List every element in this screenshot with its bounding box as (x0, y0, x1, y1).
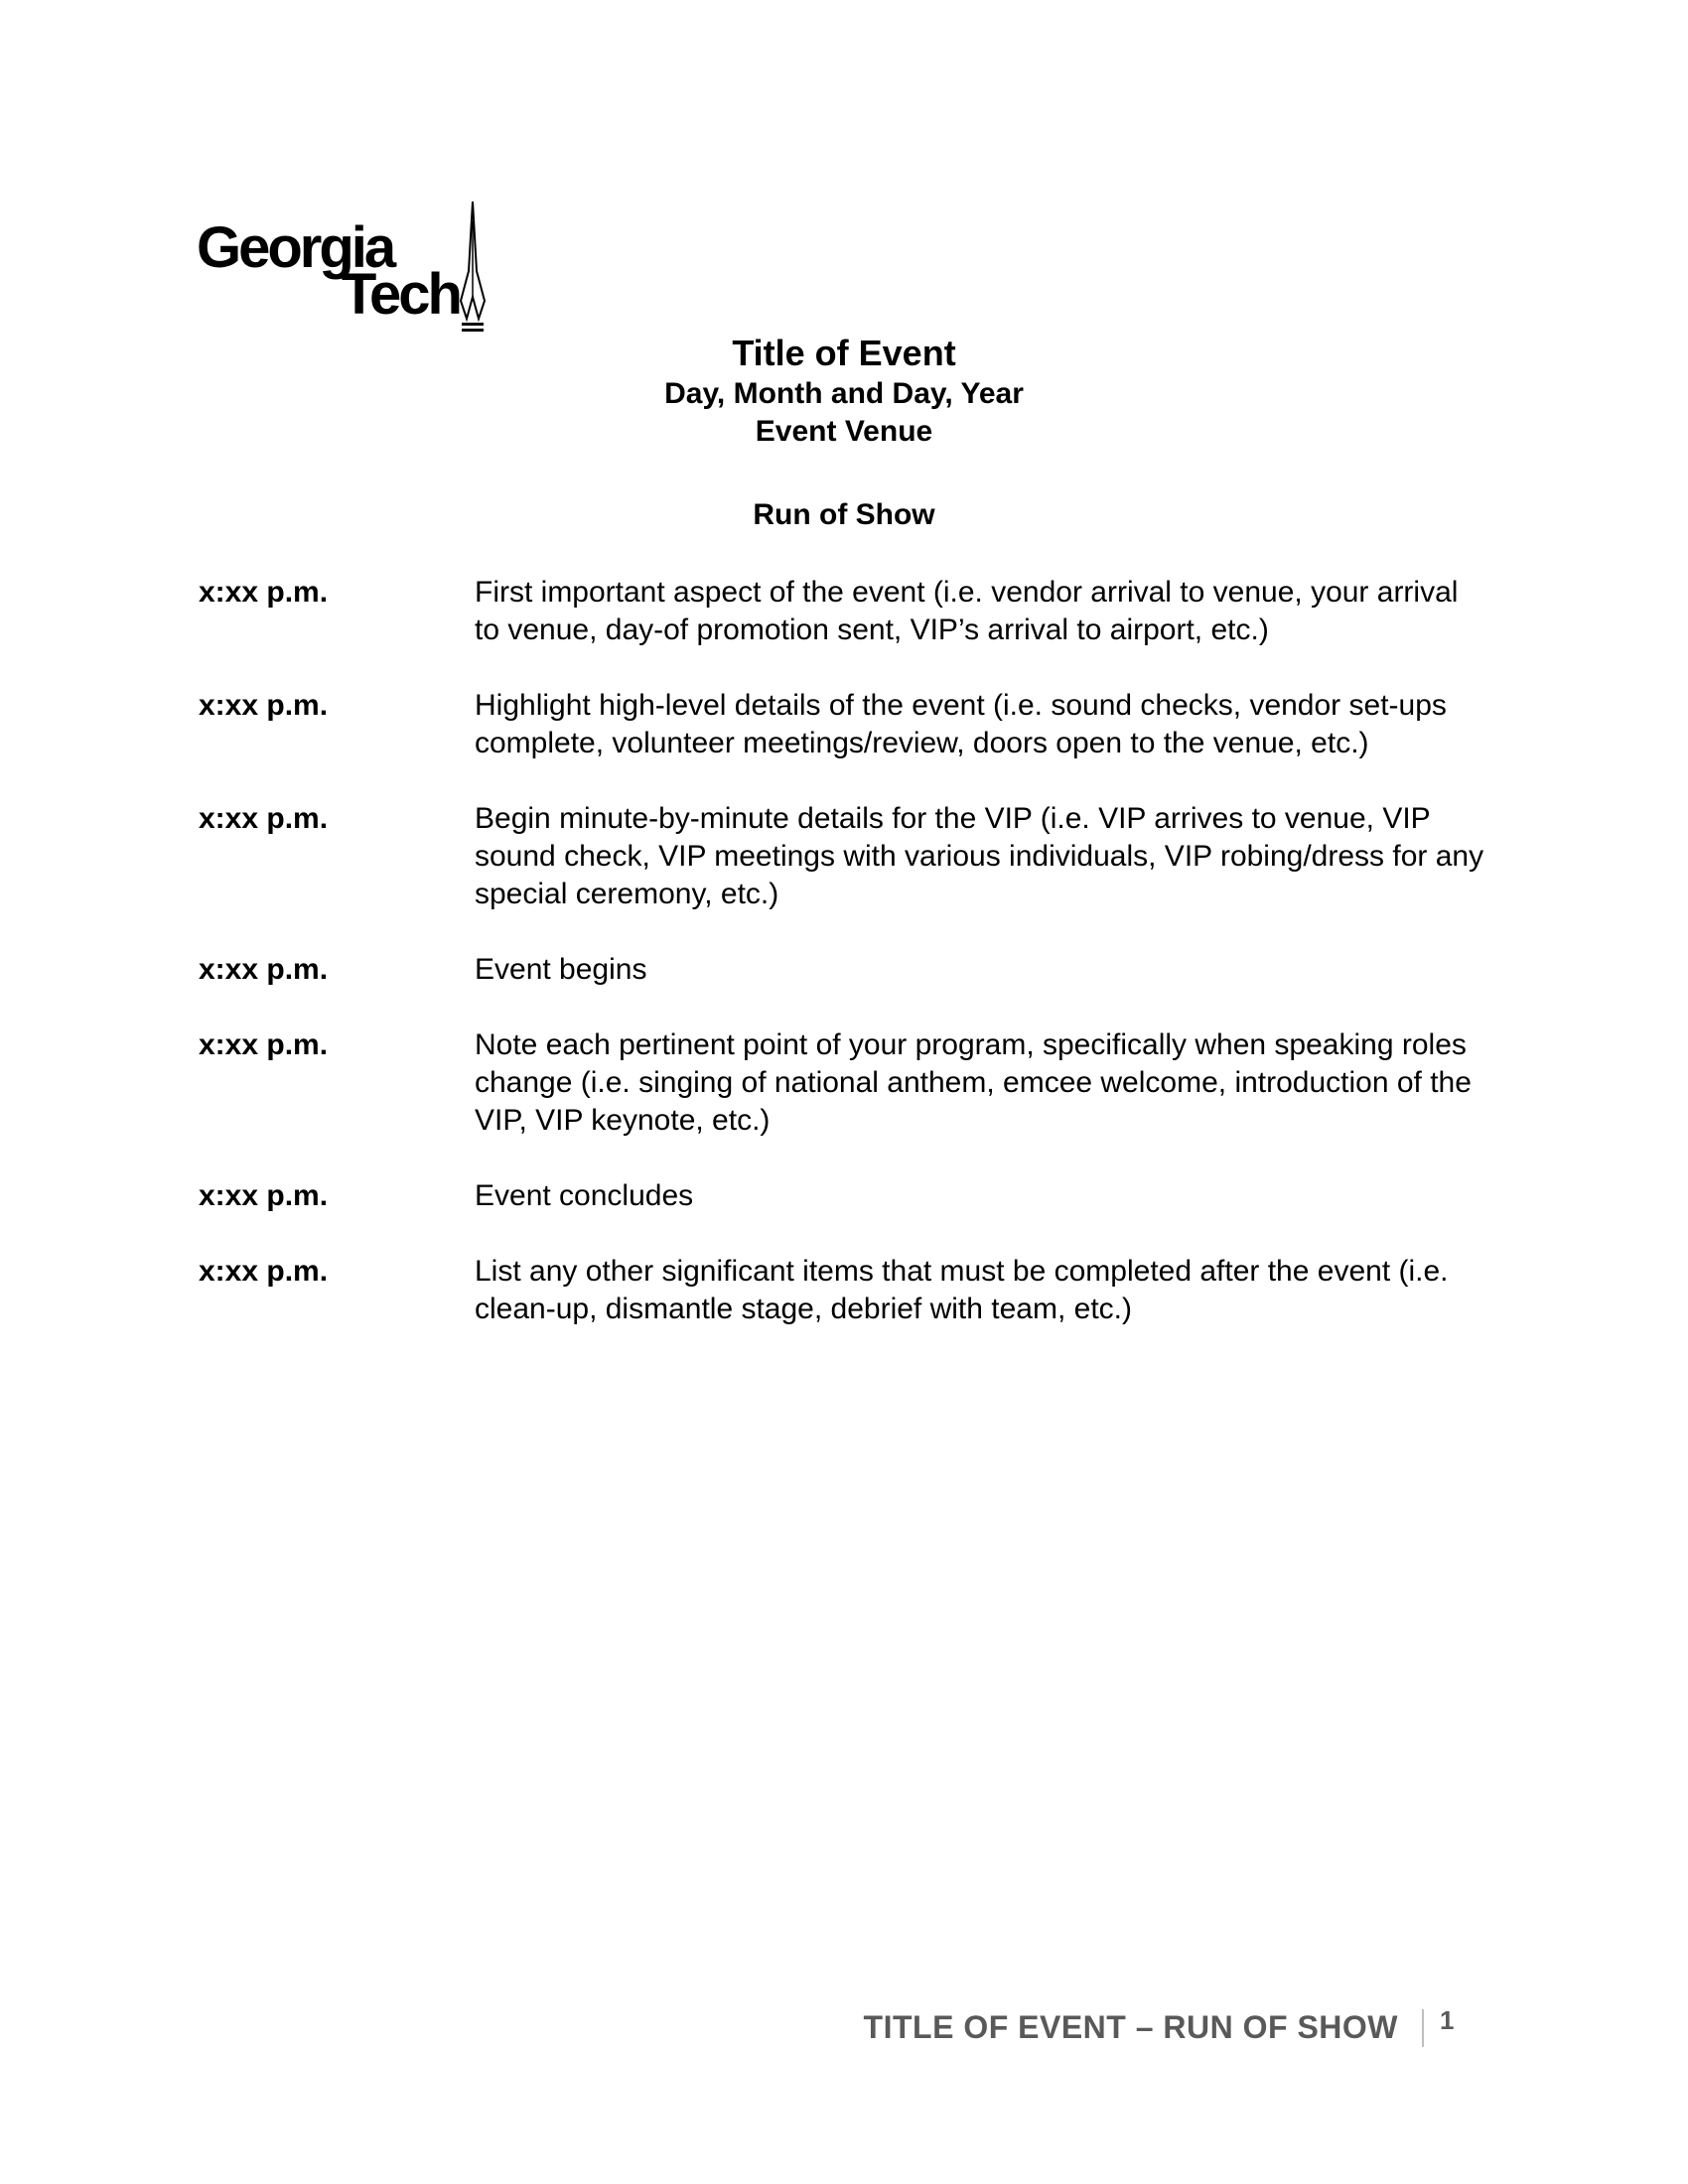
logo-word-tech: Tech (341, 262, 460, 327)
schedule-row (199, 800, 1489, 913)
event-date: Day, Month and Day, Year (664, 377, 1024, 410)
schedule-description: Event begins (475, 953, 647, 986)
georgia-tech-logo (197, 202, 504, 336)
schedule-time: x:xx p.m. (199, 689, 329, 722)
schedule-row (199, 1177, 1489, 1215)
event-venue: Event Venue (755, 415, 933, 448)
schedule-time: x:xx p.m. (199, 576, 329, 609)
page-footer (0, 2001, 1688, 2051)
footer-title: TITLE OF EVENT – RUN OF SHOW (863, 2009, 1398, 2045)
footer-divider (1422, 2009, 1424, 2047)
page-number: 1 (1440, 2005, 1455, 2035)
schedule-description: Event concludes (475, 1179, 694, 1212)
schedule-time: x:xx p.m. (199, 1028, 329, 1061)
event-title: Title of Event (732, 333, 956, 373)
schedule-time: x:xx p.m. (199, 802, 329, 835)
run-of-show-list (199, 574, 1489, 1366)
logo-word-georgia: Georgia (197, 215, 394, 280)
schedule-time: x:xx p.m. (199, 953, 329, 986)
schedule-row (199, 1026, 1489, 1140)
schedule-description: List any other significant items that must be completed after the event (i.e. clean-up, dismantle stage, debrief with team, etc.) (475, 1255, 1449, 1325)
schedule-description: Begin minute-by-minute details for the VIP (i.e. VIP arrives to venue, VIP sound check, VIP meetings with various individuals, VIP robing/dress for any special ceremony, etc.) (475, 802, 1484, 910)
schedule-description: Note each pertinent point of your program, specifically when speaking roles change (i.e. singing of national anthem, emcee welcome, introduction of the VIP, VIP keynote, etc.) (475, 1028, 1472, 1137)
schedule-row (199, 574, 1489, 649)
section-heading: Run of Show (753, 498, 935, 531)
schedule-description: First important aspect of the event (i.e. vendor arrival to venue, your arrival to venue, day-of promotion sent, VIP’s arrival to airport, etc.) (475, 576, 1459, 646)
schedule-description: Highlight high-level details of the event (i.e. sound checks, vendor set-ups complete, volunteer meetings/review, doors open to the venue, etc.) (475, 689, 1447, 759)
schedule-row (199, 687, 1489, 762)
schedule-time: x:xx p.m. (199, 1255, 329, 1288)
tower-icon (453, 202, 492, 336)
schedule-row (199, 1253, 1489, 1328)
schedule-time: x:xx p.m. (199, 1179, 329, 1212)
schedule-row (199, 951, 1489, 989)
